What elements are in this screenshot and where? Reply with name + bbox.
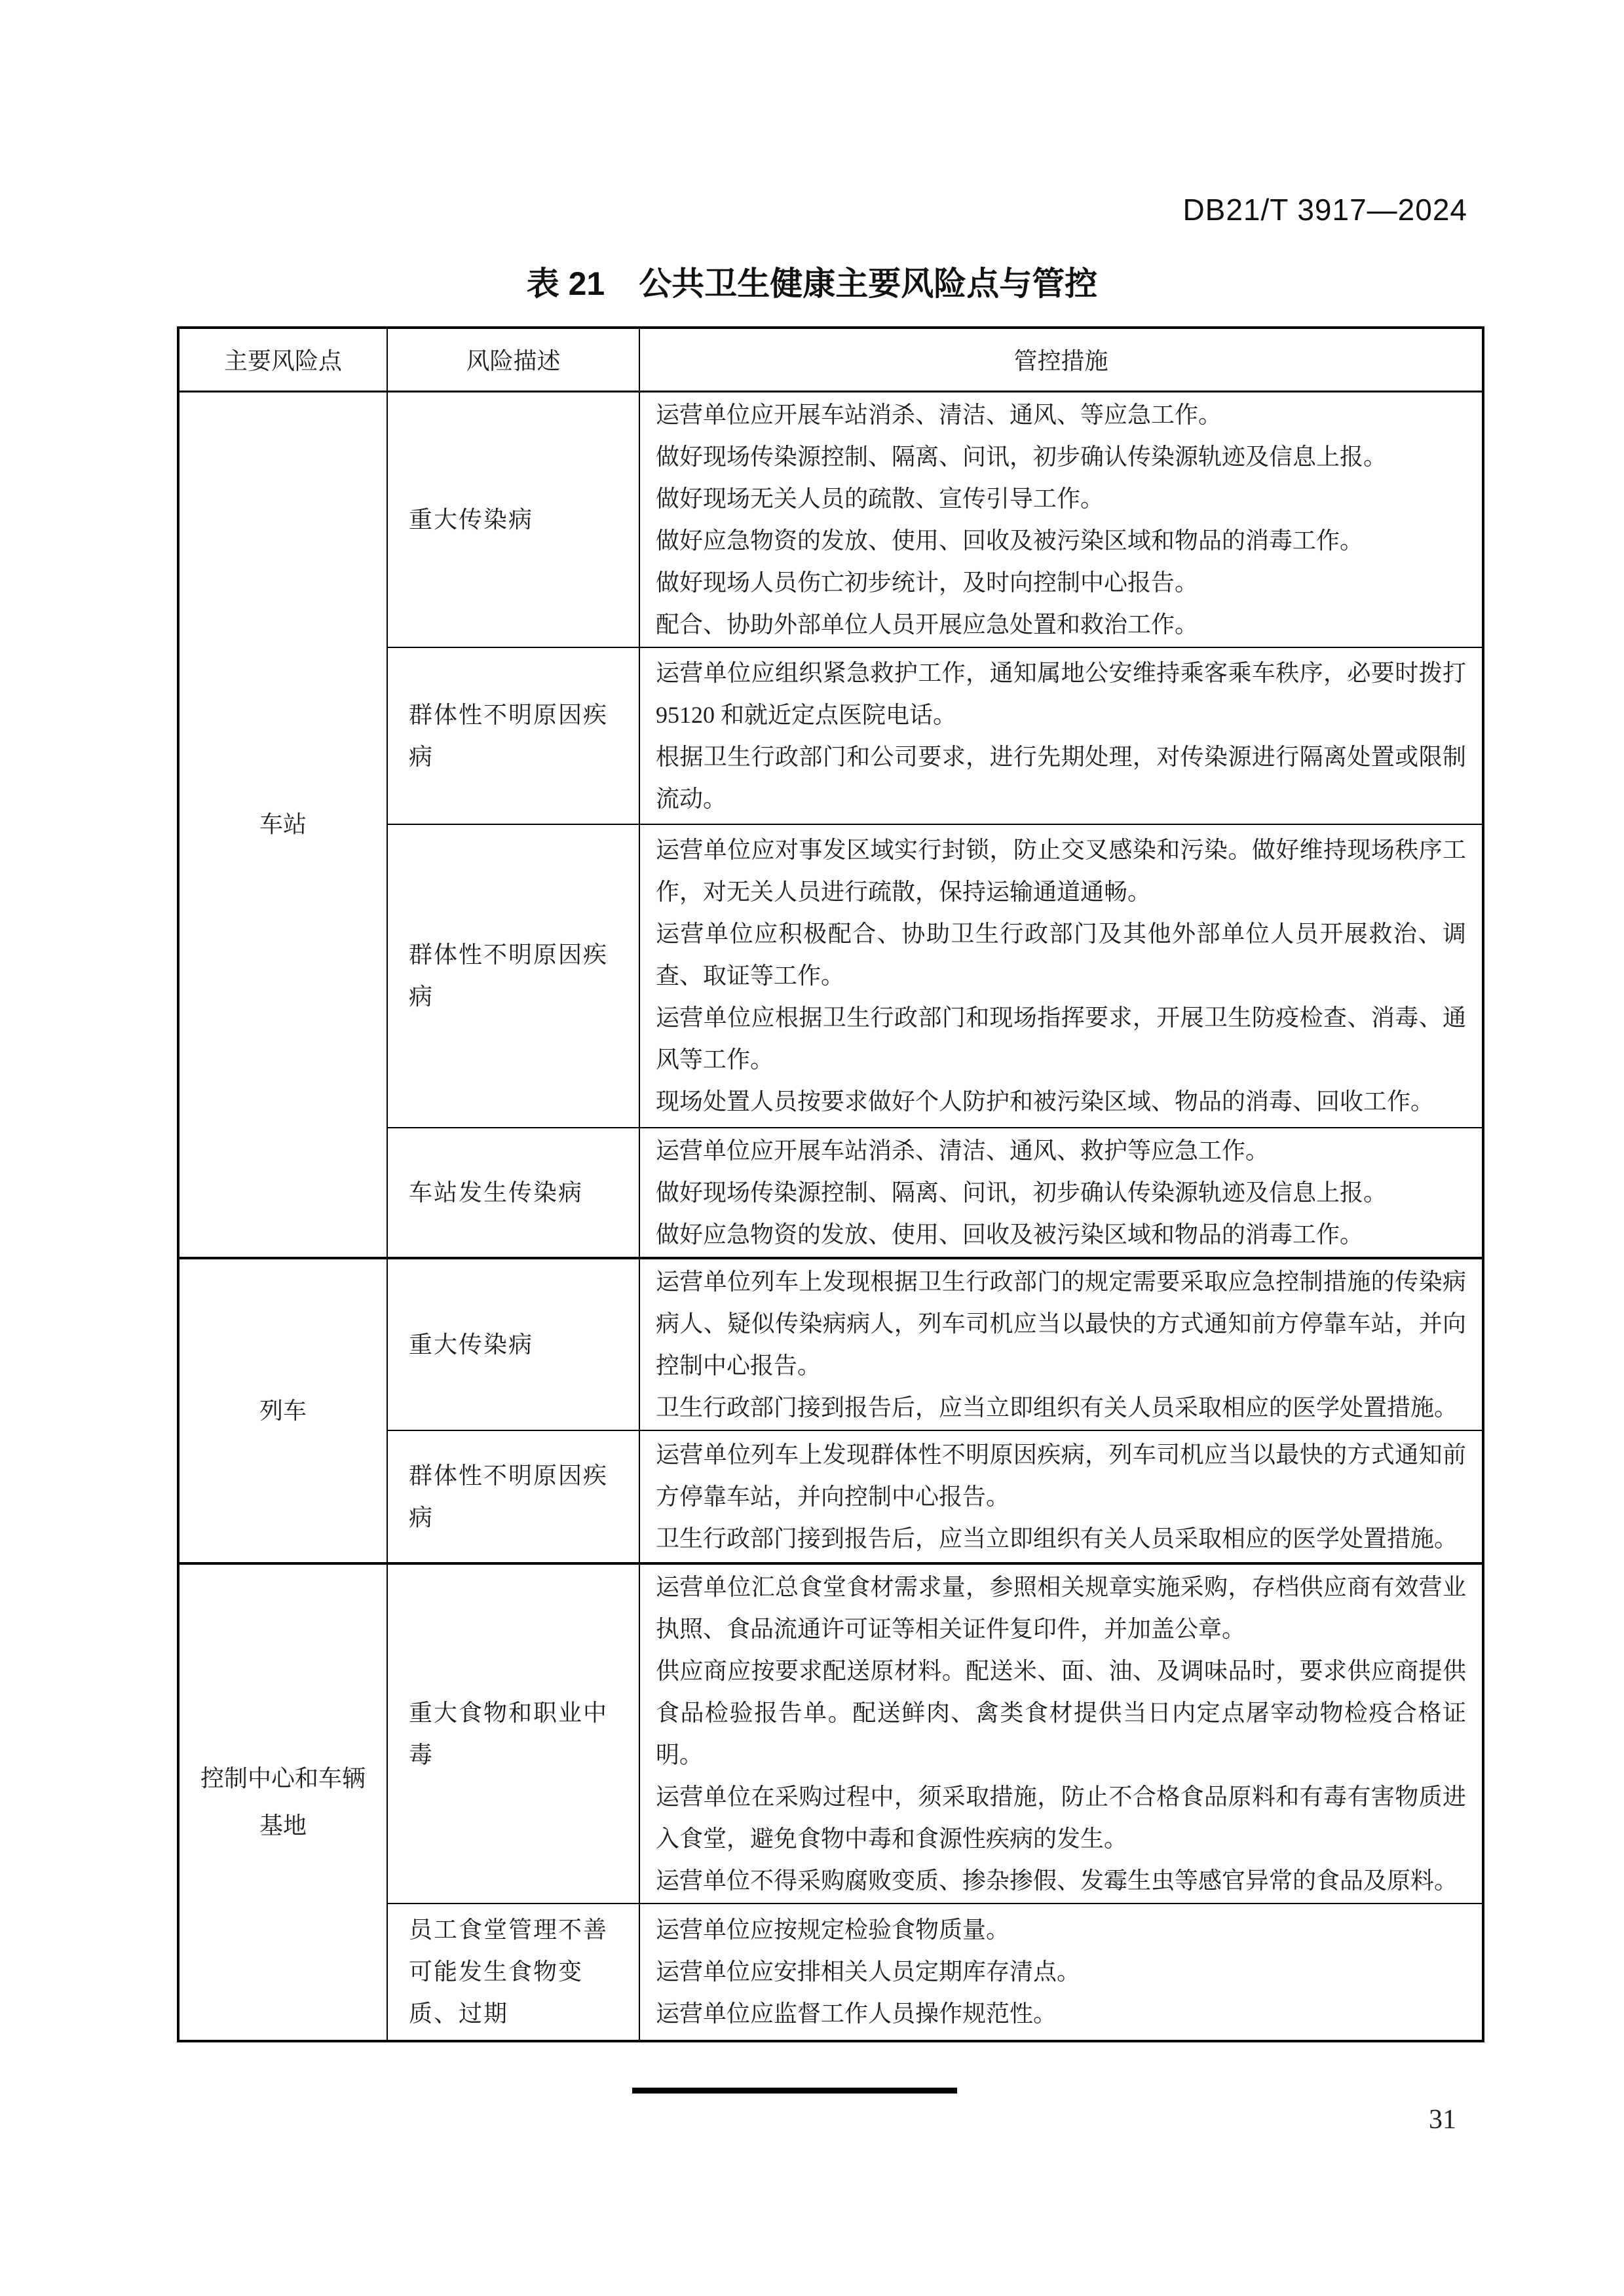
measure-text: 运营单位应开展车站消杀、清洁、通风、救护等应急工作。	[656, 1137, 1270, 1164]
measure-text: 运营单位应开展车站消杀、清洁、通风、等应急工作。	[656, 401, 1222, 428]
description-cell: 员工食堂管理不善可能发生食物变质、过期	[387, 1904, 639, 2041]
risk-control-table	[177, 326, 1484, 2042]
measure-text: 运营单位应按规定检验食物质量。	[656, 1917, 1010, 1943]
table-title-text: 公共卫生健康主要风险点与管控	[639, 265, 1098, 302]
risk-point-cell-train: 列车	[178, 1258, 387, 1563]
description-cell: 群体性不明原因疾病	[387, 647, 639, 824]
measures-cell	[639, 1904, 1483, 2041]
column-header-measures: 管控措施	[639, 328, 1483, 391]
table-row	[178, 1563, 1483, 1904]
measure-text: 卫生行政部门接到报告后，应当立即组织有关人员采取相应的医学处置措施。	[656, 1394, 1458, 1421]
description-cell: 车站发生传染病	[387, 1128, 639, 1258]
measure-text: 根据卫生行政部门和公司要求，进行先期处理，对传染源进行隔离处置或限制流动。	[656, 743, 1466, 812]
description-cell: 重大传染病	[387, 391, 639, 647]
measure-text: 运营单位在采购过程中，须采取措施，防止不合格食品原料和有毒有害物质进入食堂，避免食物中毒和食源性疾病的发生。	[656, 1783, 1466, 1852]
measure-text: 运营单位应安排相关人员定期库存清点。	[656, 1959, 1081, 1985]
measure-text: 运营单位不得采购腐败变质、掺杂掺假、发霉生虫等感官异常的食品及原料。	[656, 1867, 1458, 1894]
measures-cell	[639, 1563, 1483, 1904]
measures-cell	[639, 647, 1483, 824]
measure-text: 做好现场无关人员的疏散、宣传引导工作。	[656, 485, 1105, 512]
measure-text: 运营单位应组织紧急救护工作，通知属地公安维持乘客乘车秩序，必要时拨打 95120 和就近定点医院电话。	[656, 659, 1466, 728]
description-cell: 群体性不明原因疾病	[387, 824, 639, 1128]
measure-text: 供应商应按要求配送原材料。配送米、面、油、及调味品时，要求供应商提供食品检验报告单。配送鲜肉、禽类食材提供当日内定点屠宰动物检疫合格证明。	[656, 1657, 1466, 1768]
measure-text: 配合、协助外部单位人员开展应急处置和救治工作。	[656, 611, 1199, 638]
table-header-row	[178, 328, 1483, 391]
footer-divider	[632, 2088, 957, 2094]
standard-code: DB21/T 3917—2024	[1182, 193, 1467, 227]
measure-text: 现场处置人员按要求做好个人防护和被污染区域、物品的消毒、回收工作。	[656, 1088, 1435, 1115]
measures-cell	[639, 1430, 1483, 1563]
measures-cell	[639, 1128, 1483, 1258]
description-cell: 重大食物和职业中毒	[387, 1563, 639, 1904]
measure-text: 运营单位列车上发现根据卫生行政部门的规定需要采取应急控制措施的传染病病人、疑似传染病病人，列车司机应当以最快的方式通知前方停靠车站，并向控制中心报告。	[656, 1268, 1466, 1379]
measure-text: 运营单位应监督工作人员操作规范性。	[656, 2000, 1057, 2027]
table-row	[178, 391, 1483, 647]
column-header-risk-point: 主要风险点	[178, 328, 387, 391]
description-cell: 群体性不明原因疾病	[387, 1430, 639, 1563]
measure-text: 做好应急物资的发放、使用、回收及被污染区域和物品的消毒工作。	[656, 1221, 1364, 1248]
column-header-description: 风险描述	[387, 328, 639, 391]
measure-text: 做好现场传染源控制、隔离、问讯，初步确认传染源轨迹及信息上报。	[656, 1179, 1388, 1206]
risk-point-cell-control-center: 控制中心和车辆基地	[178, 1563, 387, 2041]
description-cell: 重大传染病	[387, 1258, 639, 1430]
table-number-label: 表 21	[526, 265, 605, 302]
measures-cell	[639, 824, 1483, 1128]
measures-cell	[639, 1258, 1483, 1430]
measure-text: 运营单位列车上发现群体性不明原因疾病，列车司机应当以最快的方式通知前方停靠车站，并向控制中心报告。	[656, 1441, 1466, 1510]
measure-text: 做好现场传染源控制、隔离、问讯，初步确认传染源轨迹及信息上报。	[656, 443, 1388, 470]
table-row	[178, 1258, 1483, 1430]
measure-text: 运营单位汇总食堂食材需求量，参照相关规章实施采购，存档供应商有效营业执照、食品流通许可证等相关证件复印件，并加盖公章。	[656, 1573, 1466, 1642]
table-title	[0, 265, 1624, 302]
page-number: 31	[1429, 2105, 1456, 2135]
measure-text: 卫生行政部门接到报告后，应当立即组织有关人员采取相应的医学处置措施。	[656, 1525, 1458, 1552]
measure-text: 运营单位应对事发区域实行封锁，防止交叉感染和污染。做好维持现场秩序工作，对无关人员进行疏散，保持运输通道通畅。	[656, 837, 1466, 905]
measure-text: 运营单位应根据卫生行政部门和现场指挥要求，开展卫生防疫检查、消毒、通风等工作。	[656, 1004, 1466, 1073]
measure-text: 做好应急物资的发放、使用、回收及被污染区域和物品的消毒工作。	[656, 527, 1364, 554]
risk-point-cell-station: 车站	[178, 391, 387, 1258]
measure-text: 运营单位应积极配合、协助卫生行政部门及其他外部单位人员开展救治、调查、取证等工作。	[656, 921, 1466, 989]
measures-cell	[639, 391, 1483, 647]
measure-text: 做好现场人员伤亡初步统计，及时向控制中心报告。	[656, 569, 1199, 596]
